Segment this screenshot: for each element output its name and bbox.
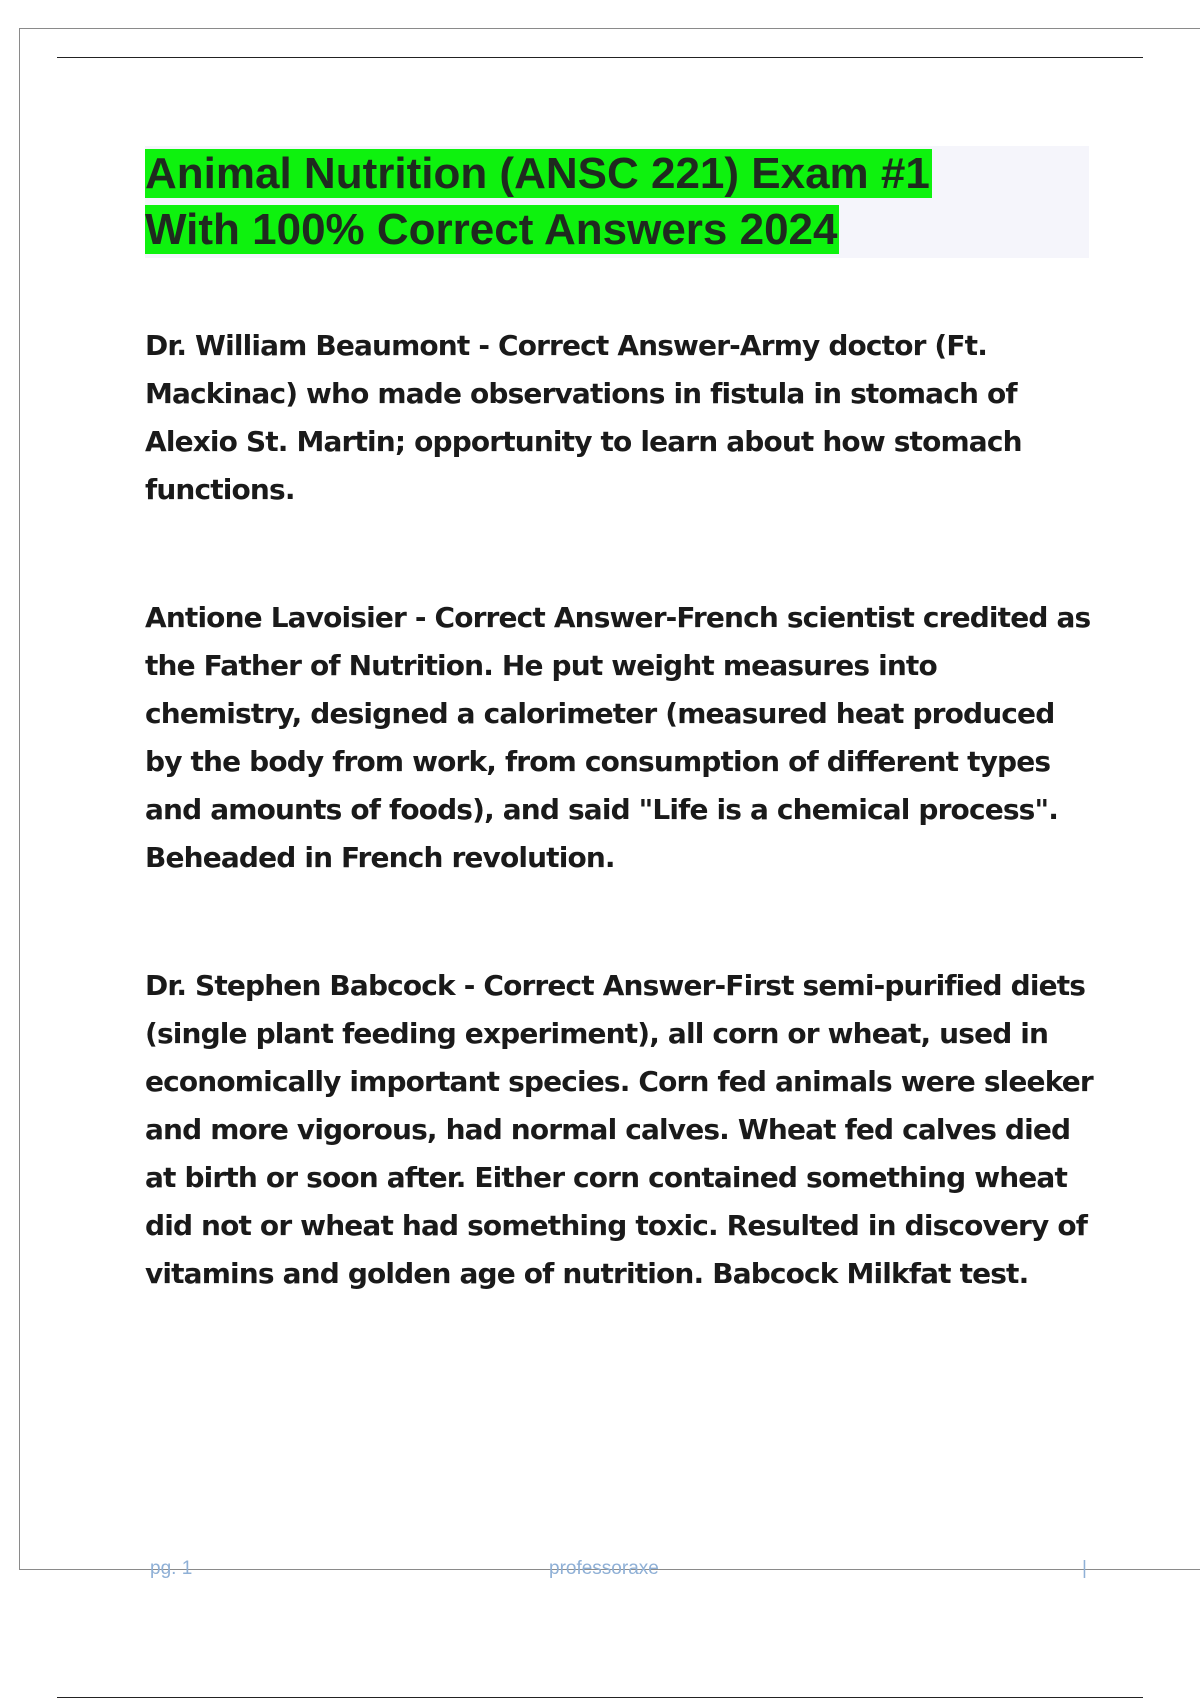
bottom-rule (57, 1697, 1143, 1698)
title-line-1: Animal Nutrition (ANSC 221) Exam #1 (145, 149, 930, 198)
title-block (145, 146, 1089, 258)
qa-entry-lavoisier: Antione Lavoisier - Correct Answer-French scientist credited as the Father of Nutrition. He put weight measures into chemistry, designed a calorimeter (measured heat produced by the body from work, from consumption of different types and amounts of foods), and said "Life is a chemical process". Beheaded in French revolution. (145, 601, 1091, 874)
document-title (145, 146, 1089, 258)
page-footer (0, 1558, 1200, 1586)
footer-page-number: pg. 1 (150, 1558, 193, 1579)
qa-entry-beaumont: Dr. William Beaumont - Correct Answer-Army doctor (Ft. Mackinac) who made observations in fistula in stomach of Alexio St. Martin; opportunity to learn about how stomach functions. (145, 329, 1022, 506)
title-line-2: With 100% Correct Answers 2024 (145, 205, 838, 254)
header-rule (57, 57, 1143, 58)
qa-entry-babcock: Dr. Stephen Babcock - Correct Answer-First semi-purified diets (single plant feeding experiment), all corn or wheat, used in economically important species. Corn fed animals were sleeker and more vigorous, had normal calves. Wheat fed calves died at birth or soon after. Either corn contained something wheat did not or wheat had something toxic. Resulted in discovery of vitamins and golden age of nutrition. Babcock Milkfat test. (145, 969, 1093, 1290)
footer-separator: | (1082, 1558, 1087, 1579)
qa-entries (145, 322, 1095, 1298)
footer-brand: professoraxe (549, 1558, 659, 1579)
